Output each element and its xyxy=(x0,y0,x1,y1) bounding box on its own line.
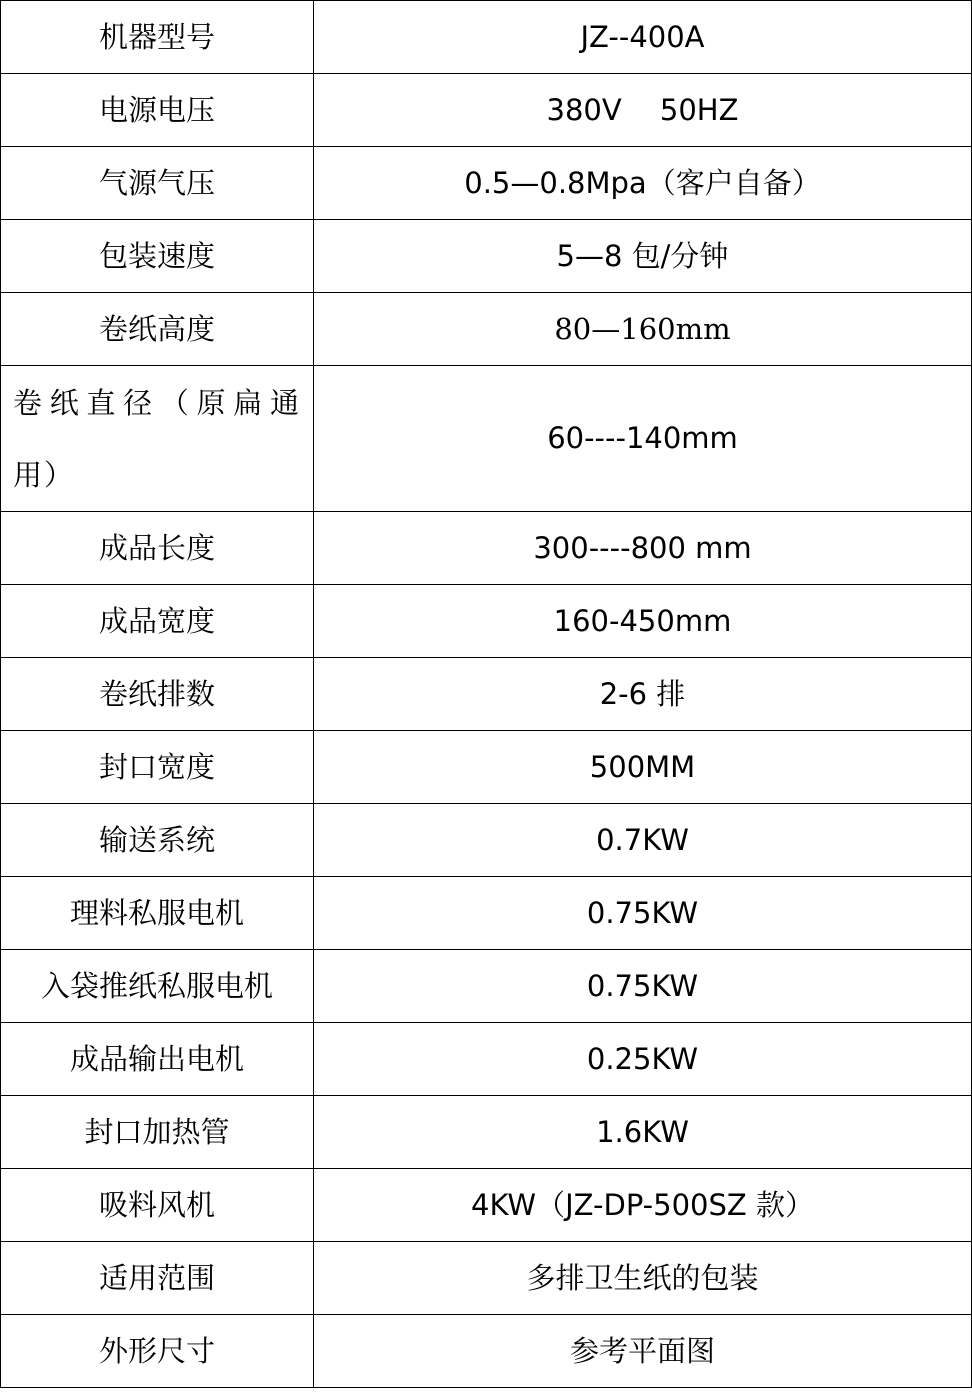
spec-value: 0.75KW xyxy=(314,950,972,1023)
spec-label: 外形尺寸 xyxy=(1,1315,314,1388)
spec-label: 包装速度 xyxy=(1,220,314,293)
spec-value: 380V 50HZ xyxy=(314,74,972,147)
spec-value: 300----800 mm xyxy=(314,512,972,585)
spec-value: 多排卫生纸的包装 xyxy=(314,1242,972,1315)
spec-label: 输送系统 xyxy=(1,804,314,877)
spec-value: JZ--400A xyxy=(314,1,972,74)
spec-label: 卷纸高度 xyxy=(1,293,314,366)
table-row xyxy=(1,877,972,950)
table-row xyxy=(1,1023,972,1096)
spec-label: 成品输出电机 xyxy=(1,1023,314,1096)
table-row xyxy=(1,658,972,731)
spec-label: 卷纸排数 xyxy=(1,658,314,731)
spec-value: 2-6 排 xyxy=(314,658,972,731)
table-row xyxy=(1,1242,972,1315)
spec-label: 封口宽度 xyxy=(1,731,314,804)
table-row xyxy=(1,950,972,1023)
spec-label: 封口加热管 xyxy=(1,1096,314,1169)
spec-label: 适用范围 xyxy=(1,1242,314,1315)
spec-value: 160-450mm xyxy=(314,585,972,658)
spec-value: 500MM xyxy=(314,731,972,804)
table-row xyxy=(1,293,972,366)
spec-label: 理料私服电机 xyxy=(1,877,314,950)
spec-value: 参考平面图 xyxy=(314,1315,972,1388)
spec-value: 1.6KW xyxy=(314,1096,972,1169)
spec-label: 机器型号 xyxy=(1,1,314,74)
table-row xyxy=(1,74,972,147)
spec-label: 入袋推纸私服电机 xyxy=(1,950,314,1023)
spec-value: 80—160mm xyxy=(314,293,972,366)
table-row xyxy=(1,585,972,658)
table-row xyxy=(1,1,972,74)
table-row xyxy=(1,1169,972,1242)
table-row xyxy=(1,512,972,585)
spec-label: 成品宽度 xyxy=(1,585,314,658)
spec-value: 0.5—0.8Mpa（客户自备） xyxy=(314,147,972,220)
table-row xyxy=(1,366,972,512)
spec-value: 0.7KW xyxy=(314,804,972,877)
spec-value: 4KW（JZ-DP-500SZ 款） xyxy=(314,1169,972,1242)
spec-value: 0.75KW xyxy=(314,877,972,950)
spec-value: 60----140mm xyxy=(314,366,972,512)
table-row xyxy=(1,220,972,293)
table-row xyxy=(1,804,972,877)
table-row xyxy=(1,147,972,220)
spec-value: 5—8 包/分钟 xyxy=(314,220,972,293)
spec-value: 0.25KW xyxy=(314,1023,972,1096)
spec-label: 电源电压 xyxy=(1,74,314,147)
spec-label: 卷纸直径（原扁通用） xyxy=(1,366,314,512)
spec-label: 气源气压 xyxy=(1,147,314,220)
table-row xyxy=(1,1096,972,1169)
spec-label: 成品长度 xyxy=(1,512,314,585)
table-row xyxy=(1,731,972,804)
spec-label: 吸料风机 xyxy=(1,1169,314,1242)
table-row xyxy=(1,1315,972,1388)
